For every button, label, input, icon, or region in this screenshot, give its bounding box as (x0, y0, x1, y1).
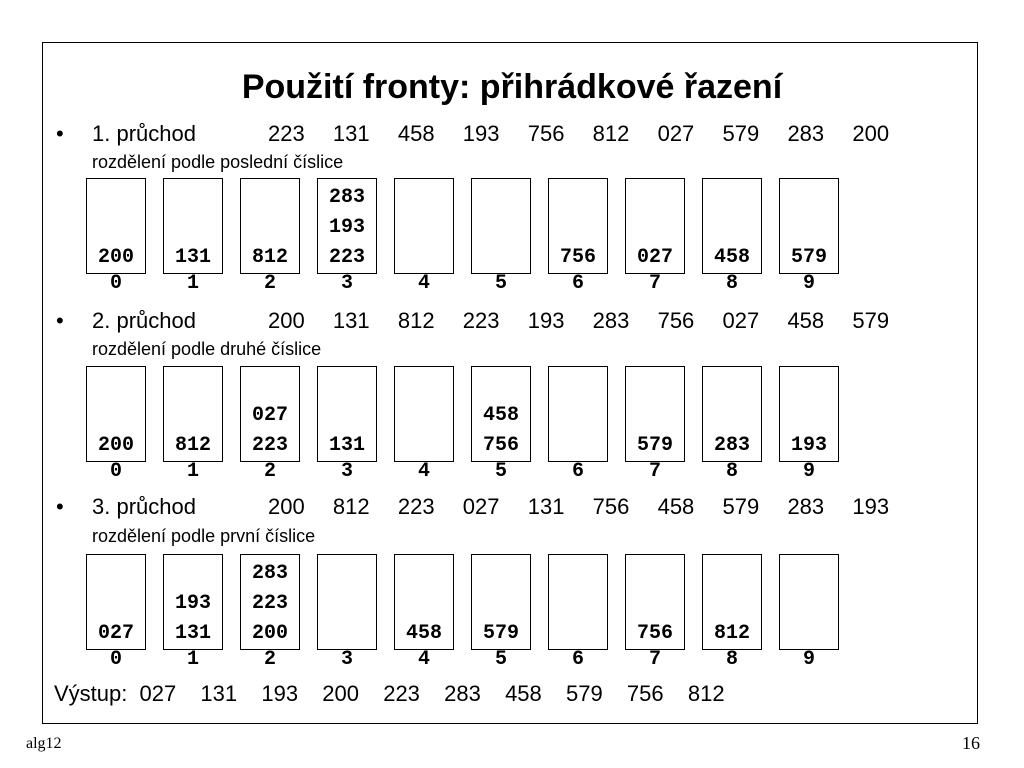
bucket-item: 283 (328, 186, 365, 209)
bucket-item: 027 (251, 404, 288, 427)
bucket (240, 554, 300, 650)
bucket-item: 223 (328, 246, 365, 269)
bucket-item: 756 (482, 434, 519, 457)
bucket-index: 9 (802, 460, 815, 483)
bucket-index: 3 (340, 272, 353, 295)
bucket (471, 178, 531, 274)
bucket (702, 366, 762, 462)
bucket-item: 812 (251, 246, 288, 269)
bullet: • (56, 308, 64, 333)
footer-label: alg12 (26, 735, 62, 752)
bucket-item: 579 (790, 246, 827, 269)
bucket (779, 366, 839, 462)
pass-1-subtitle: rozdělení podle poslední číslice (92, 152, 344, 172)
bucket (394, 554, 454, 650)
page-number: 16 (962, 733, 980, 753)
bucket (548, 554, 608, 650)
output-line: Výstup: 027 131 193 200 223 283 458 579 756 812 (54, 681, 725, 706)
pass-3-label: 3. průchod (92, 494, 196, 519)
bucket (548, 178, 608, 274)
bucket-item: 756 (559, 246, 596, 269)
bucket-index: 6 (571, 460, 584, 483)
bullet: • (56, 121, 64, 146)
pass-2-sequence: 200 131 812 223 193 283 756 027 458 579 (268, 308, 890, 333)
pass-1-sequence: 223 131 458 193 756 812 027 579 283 200 (268, 121, 890, 146)
bucket (394, 366, 454, 462)
bucket-index: 7 (648, 272, 661, 295)
bucket (163, 554, 223, 650)
bucket-item: 131 (174, 622, 211, 645)
bucket (394, 178, 454, 274)
pass-3-subtitle: rozdělení podle první číslice (92, 526, 316, 546)
bucket-item: 200 (97, 246, 134, 269)
bucket (317, 178, 377, 274)
bucket-items (241, 401, 299, 461)
bucket-index: 2 (263, 460, 276, 483)
bucket-item: 200 (97, 434, 134, 457)
bucket (625, 178, 685, 274)
bucket (779, 554, 839, 650)
bucket-item: 027 (97, 622, 134, 645)
bucket-item: 131 (328, 434, 365, 457)
bucket (317, 554, 377, 650)
bucket (548, 366, 608, 462)
bucket-index: 0 (109, 460, 122, 483)
bucket-item: 223 (251, 434, 288, 457)
bullet: • (56, 494, 64, 519)
bucket-items (164, 589, 222, 649)
bucket-index: 8 (725, 460, 738, 483)
bucket-index: 4 (417, 648, 430, 671)
pass-1-label: 1. průchod (92, 121, 196, 146)
bucket-item: 579 (482, 622, 519, 645)
bucket-item: 193 (328, 216, 365, 239)
bucket-items (318, 183, 376, 273)
bucket-item: 458 (713, 246, 750, 269)
bucket-index: 7 (648, 460, 661, 483)
pass-2-subtitle: rozdělení podle druhé číslice (92, 339, 322, 359)
bucket-item: 193 (174, 592, 211, 615)
bucket (625, 366, 685, 462)
bucket (702, 178, 762, 274)
bucket-item: 223 (251, 592, 288, 615)
bucket-index: 4 (417, 272, 430, 295)
bucket (625, 554, 685, 650)
bucket-index: 6 (571, 648, 584, 671)
bucket-index: 1 (186, 272, 199, 295)
bucket-index: 7 (648, 648, 661, 671)
bucket (163, 366, 223, 462)
bucket-index: 1 (186, 460, 199, 483)
bucket-index: 9 (802, 272, 815, 295)
bucket-item: 579 (636, 434, 673, 457)
bucket-item: 283 (713, 434, 750, 457)
bucket-index: 6 (571, 272, 584, 295)
bucket-index: 3 (340, 460, 353, 483)
bucket (779, 178, 839, 274)
bucket-index: 2 (263, 272, 276, 295)
bucket-index: 8 (725, 272, 738, 295)
bucket-index: 3 (340, 648, 353, 671)
bucket-item: 131 (174, 246, 211, 269)
bucket-items (472, 401, 530, 461)
bucket (702, 554, 762, 650)
bucket (471, 554, 531, 650)
bucket-item: 027 (636, 246, 673, 269)
bucket-index: 5 (494, 648, 507, 671)
bucket (240, 366, 300, 462)
bucket-item: 458 (405, 622, 442, 645)
bucket-index: 9 (802, 648, 815, 671)
bucket (86, 554, 146, 650)
bucket-index: 4 (417, 460, 430, 483)
bucket-index: 8 (725, 648, 738, 671)
bucket-index: 5 (494, 272, 507, 295)
bucket-index: 0 (109, 648, 122, 671)
bucket-item: 193 (790, 434, 827, 457)
bucket (317, 366, 377, 462)
bucket-item: 283 (251, 562, 288, 585)
bucket-item: 200 (251, 622, 288, 645)
bucket-index: 5 (494, 460, 507, 483)
bucket-item: 458 (482, 404, 519, 427)
bucket (471, 366, 531, 462)
pass-3-sequence: 200 812 223 027 131 756 458 579 283 193 (268, 494, 890, 519)
bucket-items (241, 559, 299, 649)
pass-2-label: 2. průchod (92, 308, 196, 333)
bucket-item: 756 (636, 622, 673, 645)
bucket-index: 2 (263, 648, 276, 671)
bucket-item: 812 (713, 622, 750, 645)
slide-title: Použití fronty: přihrádkové řazení (241, 68, 783, 106)
bucket (86, 178, 146, 274)
bucket (86, 366, 146, 462)
bucket (163, 178, 223, 274)
bucket-index: 0 (109, 272, 122, 295)
bucket-index: 1 (186, 648, 199, 671)
bucket-item: 812 (174, 434, 211, 457)
bucket (240, 178, 300, 274)
